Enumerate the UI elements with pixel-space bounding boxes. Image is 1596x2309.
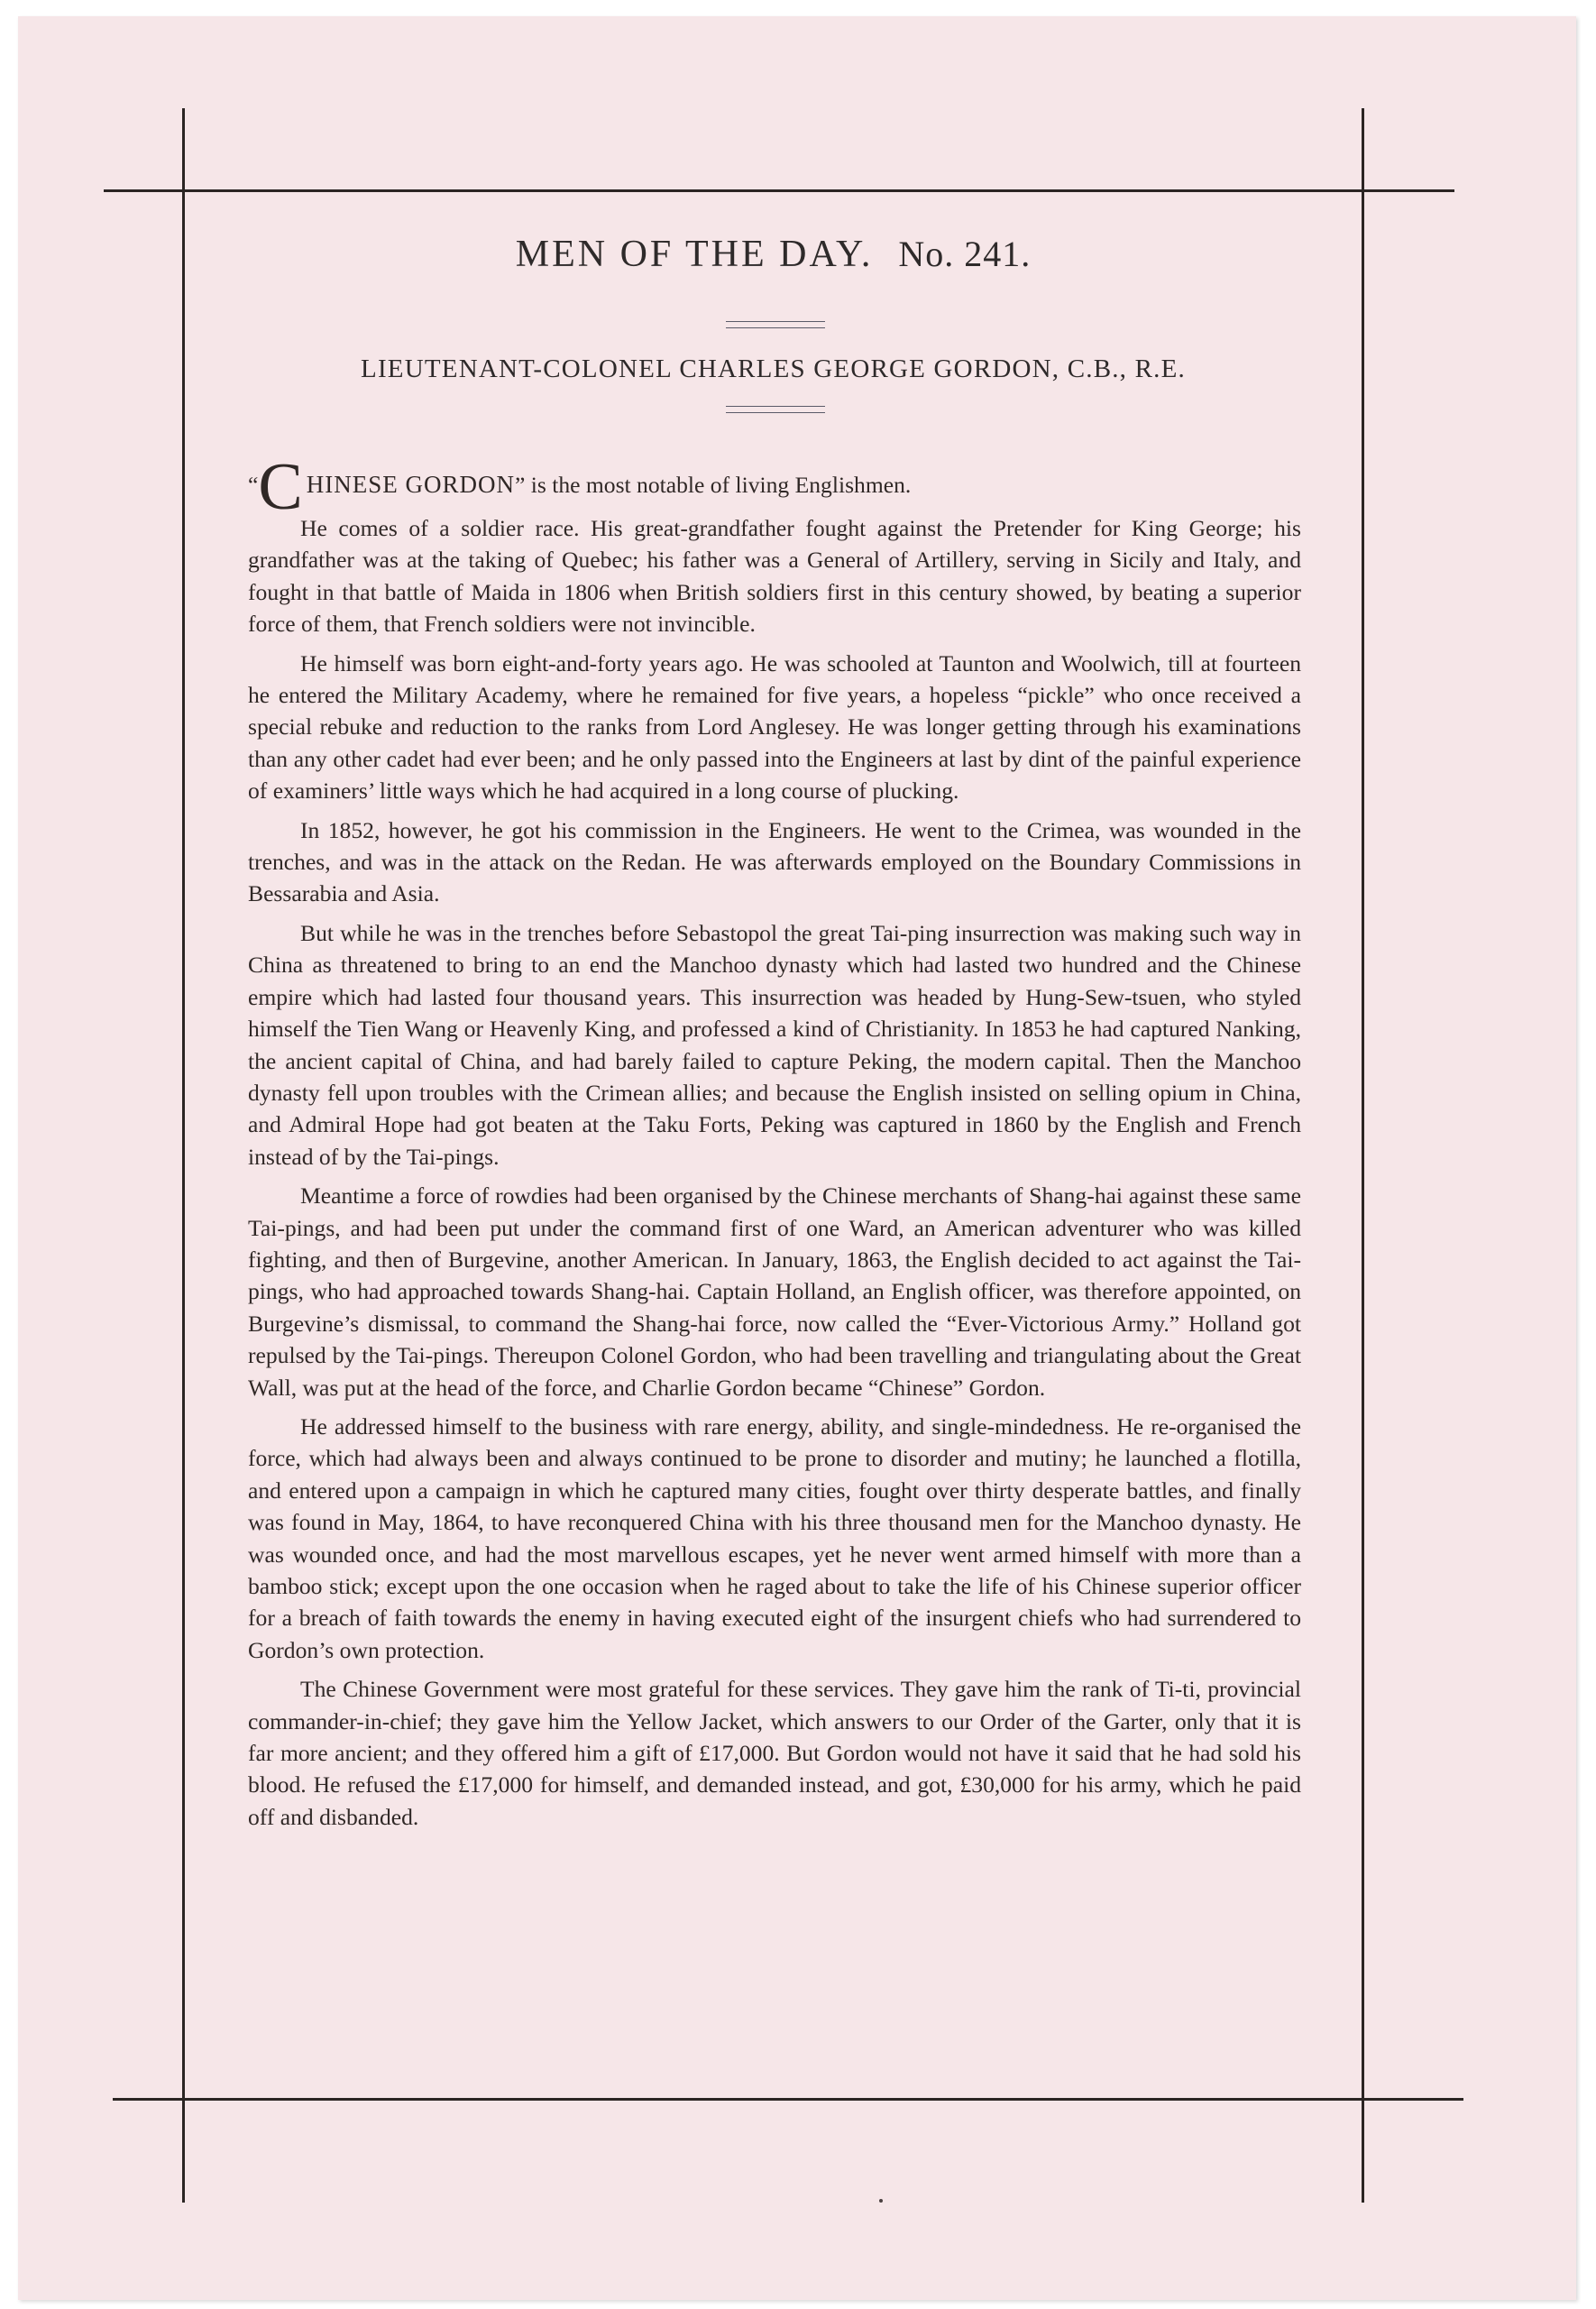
paragraph: But while he was in the trenches before Sebastopol the great Tai-ping insurrection was making such way in China as threatened to bring to an end the Manchoo dynasty which had lasted two hundred and the Chinese empire which had lasted four thousand years. This insurrection was headed by Hung-Sew-tsuen, who styled himself the Tien Wang or Heavenly King, and professed a kind of Christianity. In 1853 he had captured Nanking, the ancient capital of China, and had barely failed to capture Peking, the modern capital. Then the Manchoo dynasty fell upon troubles with the Crimean allies; and because the English insisted on selling opium in China, and Admiral Hope had got beaten at the Taku Forts, Peking was captured in 1860 by the English and French instead of by the Tai-pings. <box>248 919 1301 1170</box>
ornamental-rule-bottom <box>726 406 825 413</box>
top-border-rule <box>104 189 1454 192</box>
paragraph: Meantime a force of rowdies had been organised by the Chinese merchants of Shang-hai against these same Tai-pings, and had been put under the command first of one Ward, an American adventurer who was killed fighting, and then of Burgevine, another American. In January, 1863, the English decided to act against the Tai-pings, who had approached towards Shang-hai. Captain Holland, an English officer, was therefore appointed, on Burgevine’s dismissal, to command the Shang-hai force, now called the “Ever-Victorious Army.” Holland got repulsed by the Tai-pings. Thereupon Colonel Gordon, who had been travelling and triangulating about the Great Wall, was put at the head of the force, and Charlie Gordon became “Chinese” Gordon. <box>248 1182 1301 1401</box>
opening-quote: “ <box>248 472 259 498</box>
ink-speck <box>879 2199 883 2203</box>
opening-line <box>248 450 1301 524</box>
page-title <box>185 233 1362 276</box>
ornamental-rule-top <box>726 321 825 328</box>
paragraph: He comes of a soldier race. His great-grandfather fought against the Pretender for King George; his grandfather was at the taking of Quebec; his father was a General of Artillery, serving in Sicily and Italy, and fought in that battle of Maida in 1806 when British soldiers first in this century showed, by beating a superior force of them, that French soldiers were not invincible. <box>248 515 1301 638</box>
bottom-border-rule <box>113 2098 1463 2101</box>
right-border-rule <box>1362 108 1364 2203</box>
paragraph: He himself was born eight-and-forty years ago. He was schooled at Taunton and Woolwich, till at fourteen he entered the Military Academy, where he remained for five years, a hopeless “pickle” who once received a special rebuke and reduction to the ranks from Lord Anglesey. He was longer getting through his examinations than any other cadet had ever been; and he only passed into the Engineers at last by dint of the painful experience of examiners’ little ways which he had acquired in a long course of plucking. <box>248 649 1301 805</box>
subject-name: LIEUTENANT-COLONEL CHARLES GEORGE GORDON, C.B., R.E. <box>361 354 1186 383</box>
paragraph: He addressed himself to the business with rare energy, ability, and single-mindedness. He re-organised the force, which had always been and always continued to be prone to disorder and mutiny; he launched a flotilla, and entered upon a campaign in which he captured many cities, fought over thirty desperate battles, and finally was found in May, 1864, to have reconquered China with his three thousand men for the Manchoo dynasty. He was wounded once, and had the most marvellous escapes, yet he never went armed himself with more than a bamboo stick; except upon the one occasion when he raged about to take the life of his Chinese superior officer for a breach of faith towards the enemy in having executed eight of the insurgent chiefs who had surrendered to Gordon’s own protection. <box>248 1412 1301 1663</box>
paragraph: In 1852, however, he got his commission in the Engineers. He went to the Crimea, was wounded in the trenches, and was in the attack on the Redan. He was afterwards employed on the Boundary Commissions in Bessarabia and Asia. <box>248 816 1301 907</box>
title-text: MEN OF THE DAY. <box>515 234 874 275</box>
opening-rest: ” is the most notable of living Englishmen. <box>514 472 912 498</box>
paragraph: The Chinese Government were most grateful for these services. They gave him the rank of Ti-ti, provincial commander-in-chief; they gave him the Yellow Jacket, which answers to our Order of the Garter, only that it is far more ancient; and they offered him a gift of £17,000. But Gordon would not have it said that he had sold his blood. He refused the £17,000 for himself, and demanded instead, and got, £30,000 for his army, which he paid off and disbanded. <box>248 1676 1301 1830</box>
issue-number: No. 241. <box>898 234 1032 274</box>
article-body <box>248 450 1301 1840</box>
drop-cap: C <box>258 450 303 524</box>
left-border-rule <box>182 108 185 2203</box>
opening-caps: HINESE GORDON <box>306 471 515 498</box>
